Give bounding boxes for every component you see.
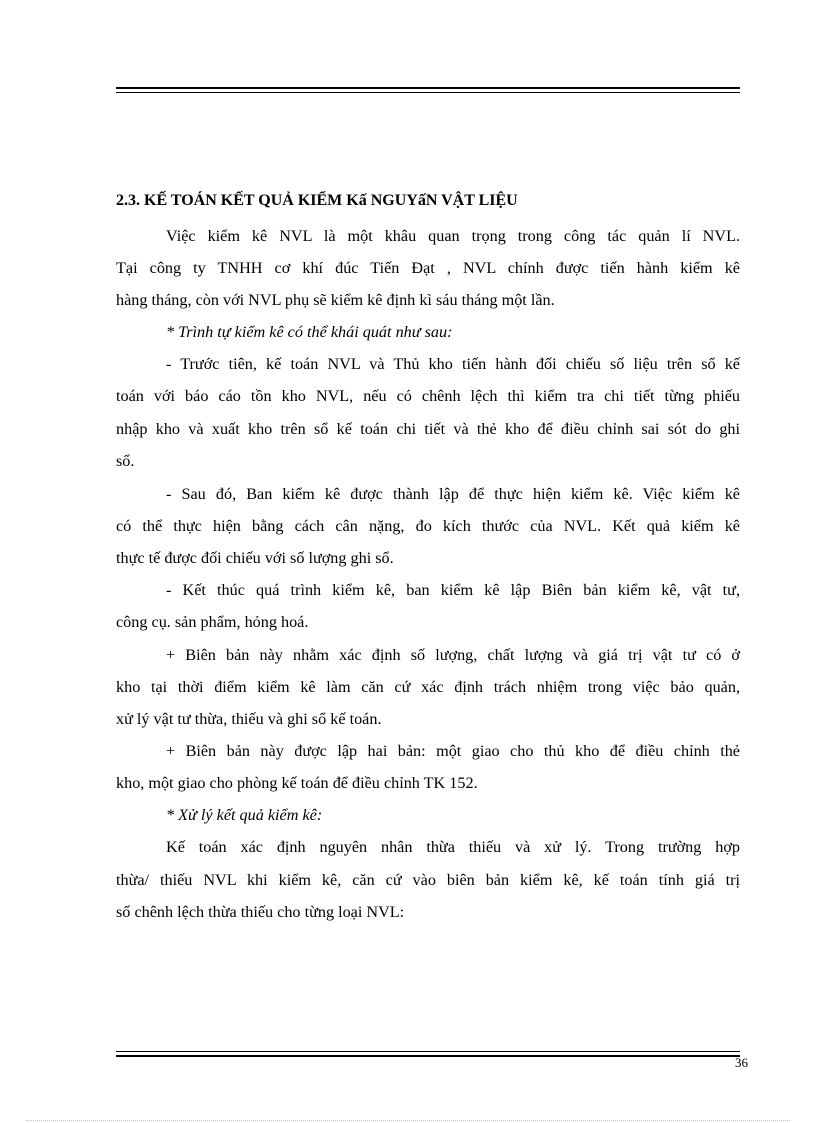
paragraph-line: Việc kiểm kê NVL là một khâu quan trọng trong công tác quản lí NVL. [166,227,740,245]
page-number: 36 [735,1055,748,1070]
footer-rule [116,1051,740,1057]
paragraph-line: số chênh lệch thừa thiếu cho từng loại NVL: [116,903,405,921]
paragraph-line: thừa/ thiếu NVL khi kiểm kê, căn cứ vào biên bản kiểm kê, kế toán tính giá trị [116,871,740,889]
paragraph-line: có thể thực hiện bằng cách cân nặng, đo kích thước của NVL. Kết quả kiểm kê [116,517,740,535]
paragraph-line: kho, một giao cho phòng kế toán để điều chỉnh TK 152. [116,774,478,792]
paragraph-line: + Biên bản này nhằm xác định số lượng, chất lượng và giá trị vật tư có ở [166,646,740,664]
paragraph-line: hàng tháng, còn với NVL phụ sẽ kiểm kê định kì sáu tháng một lần. [116,291,555,309]
paragraph-line: nhập kho và xuất kho trên sổ kế toán chi tiết và thẻ kho để điều chỉnh sai sót do ghi [116,420,740,438]
paragraph-line: công cụ. sản phẩm, hỏng hoá. [116,613,309,631]
paragraph-line: thực tế được đối chiếu với số lượng ghi sổ. [116,549,394,567]
paragraph-line: - Trước tiên, kế toán NVL và Thủ kho tiến hành đối chiếu số liệu trên sổ kế [166,355,740,373]
paragraph-line: sổ. [116,452,135,470]
paragraph-line: + Biên bản này được lập hai bản: một giao cho thủ kho để điều chỉnh thẻ [166,742,740,760]
paragraph-line: xử lý vật tư thừa, thiếu và ghi sổ kế toán. [116,710,382,728]
subheading-procedure: * Trình tự kiểm kê có thể khái quát như sau: [166,323,453,341]
section-heading: 2.3. KẾ TOÁN KẾT QUẢ KIỂM Kấ NGUYấN VẬT LIỆU [116,192,518,209]
page-edge-divider [26,1120,790,1121]
paragraph-line: toán với báo cáo tồn kho NVL, nếu có chênh lệch thì kiểm tra chi tiết từng phiếu [116,387,740,405]
paragraph-line: - Kết thúc quá trình kiểm kê, ban kiểm kê lập Biên bản kiểm kê, vật tư, [166,581,740,599]
subheading-result-handling: * Xử lý kết quả kiểm kê: [166,806,323,824]
header-rule [116,87,740,93]
paragraph-line: Kế toán xác định nguyên nhân thừa thiếu và xử lý. Trong trường hợp [166,838,740,856]
paragraph-line: Tại công ty TNHH cơ khí đúc Tiến Đạt , NVL chính được tiến hành kiểm kê [116,259,740,277]
paragraph-line: - Sau đó, Ban kiểm kê được thành lập để thực hiện kiểm kê. Việc kiểm kê [166,485,740,503]
paragraph-line: kho tại thời điểm kiểm kê làm căn cứ xác định trách nhiệm trong việc bảo quản, [116,678,740,696]
